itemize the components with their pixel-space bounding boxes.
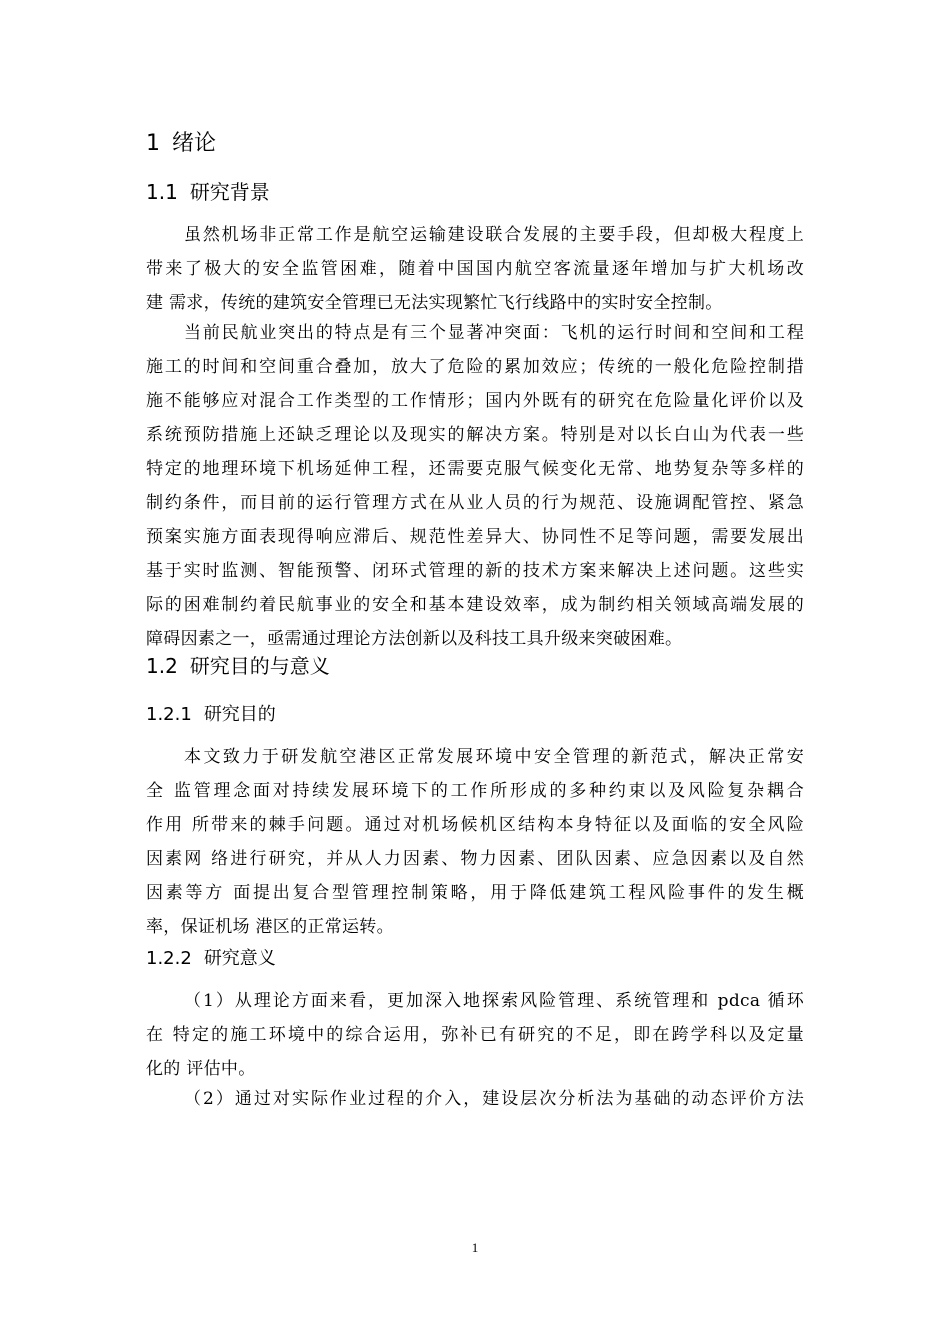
section-title: 研究背景 [189,180,270,204]
chapter-heading [146,126,216,157]
text-line: 制约条件，而目前的运行管理方式在从业人员的行为规范、设施调配管控、紧急 [146,493,804,513]
section-number: 1.1 [146,180,178,204]
text-line: 施不能够应对混合工作类型的工作情形；国内外既有的研究在危险量化评价以及 [146,391,804,411]
paragraph-purpose [146,740,804,944]
subsection-number: 1.2.1 [146,704,192,725]
paragraph-significance-1 [146,984,804,1086]
section-heading-background [146,176,270,205]
text-line: 障碍因素之一，亟需通过理论方法创新以及科技工具升级来突破困难。 [146,629,683,649]
text-line: 在 特定的施工环境中的综合运用，弥补已有研究的不足，即在跨学科以及定量 [146,1025,804,1045]
text-line: 全 监管理念面对持续发展环境下的工作所形成的多种约束以及风险复杂耦合 [146,781,804,801]
subsection-heading-significance [146,944,276,970]
text-line: 特定的地理环境下机场延伸工程，还需要克服气候变化无常、地势复杂等多样的 [146,459,804,479]
paragraph-background-2 [146,316,804,656]
text-line: 建 需求，传统的建筑安全管理已无法实现繁忙飞行线路中的实时安全控制。 [146,293,723,313]
paragraph-significance-2 [146,1082,804,1116]
text-line: 预案实施方面表现得响应滞后、规范性差异大、协同性不足等问题，需要发展出 [146,527,804,547]
chapter-number: 1 [146,131,160,156]
text-line: 虽然机场非正常工作是航空运输建设联合发展的主要手段，但却极大程度上 [184,225,804,245]
text-line: （2）通过对实际作业过程的介入，建设层次分析法为基础的动态评价方法 [184,1089,804,1109]
page-number: 1 [471,1240,479,1255]
subsection-title: 研究目的 [203,704,276,725]
text-line: 因素网 络进行研究，并从人力因素、物力因素、团队因素、应急因素以及自然 [146,849,804,869]
text-line: 本文致力于研发航空港区正常发展环境中安全管理的新范式，解决正常安 [184,747,804,767]
text-line: 基于实时监测、智能预警、闭环式管理的新的技术方案来解决上述问题。这些实 [146,561,804,581]
text-line: 系统预防措施上还缺乏理论以及现实的解决方案。特别是对以长白山为代表一些 [146,425,804,445]
text-line: 作用 所带来的棘手问题。通过对机场候机区结构本身特征以及面临的安全风险 [146,815,804,835]
text-line: 化的 评估中。 [146,1059,256,1079]
section-heading-purpose-significance [146,650,330,679]
text-line: 施工的时间和空间重合叠加，放大了危险的累加效应；传统的一般化危险控制措 [146,357,804,377]
text-line: （1）从理论方面来看，更加深入地探索风险管理、系统管理和 pdca 循环 [184,991,804,1011]
text-line: 带来了极大的安全监管困难，随着中国国内航空客流量逐年增加与扩大机场改 [146,259,804,279]
text-line: 当前民航业突出的特点是有三个显著冲突面：飞机的运行时间和空间和工程 [184,323,804,343]
subsection-title: 研究意义 [203,948,276,969]
text-line: 因素等方 面提出复合型管理控制策略，用于降低建筑工程风险事件的发生概 [146,883,804,903]
subsection-heading-purpose [146,700,276,726]
section-title: 研究目的与意义 [189,654,330,678]
chapter-title: 绪论 [172,131,217,156]
text-line: 率，保证机场 港区的正常运转。 [146,917,394,937]
paragraph-background-1 [146,218,804,320]
section-number: 1.2 [146,654,178,678]
text-line: 际的困难制约着民航事业的安全和基本建设效率，成为制约相关领域高端发展的 [146,595,804,615]
subsection-number: 1.2.2 [146,948,192,969]
